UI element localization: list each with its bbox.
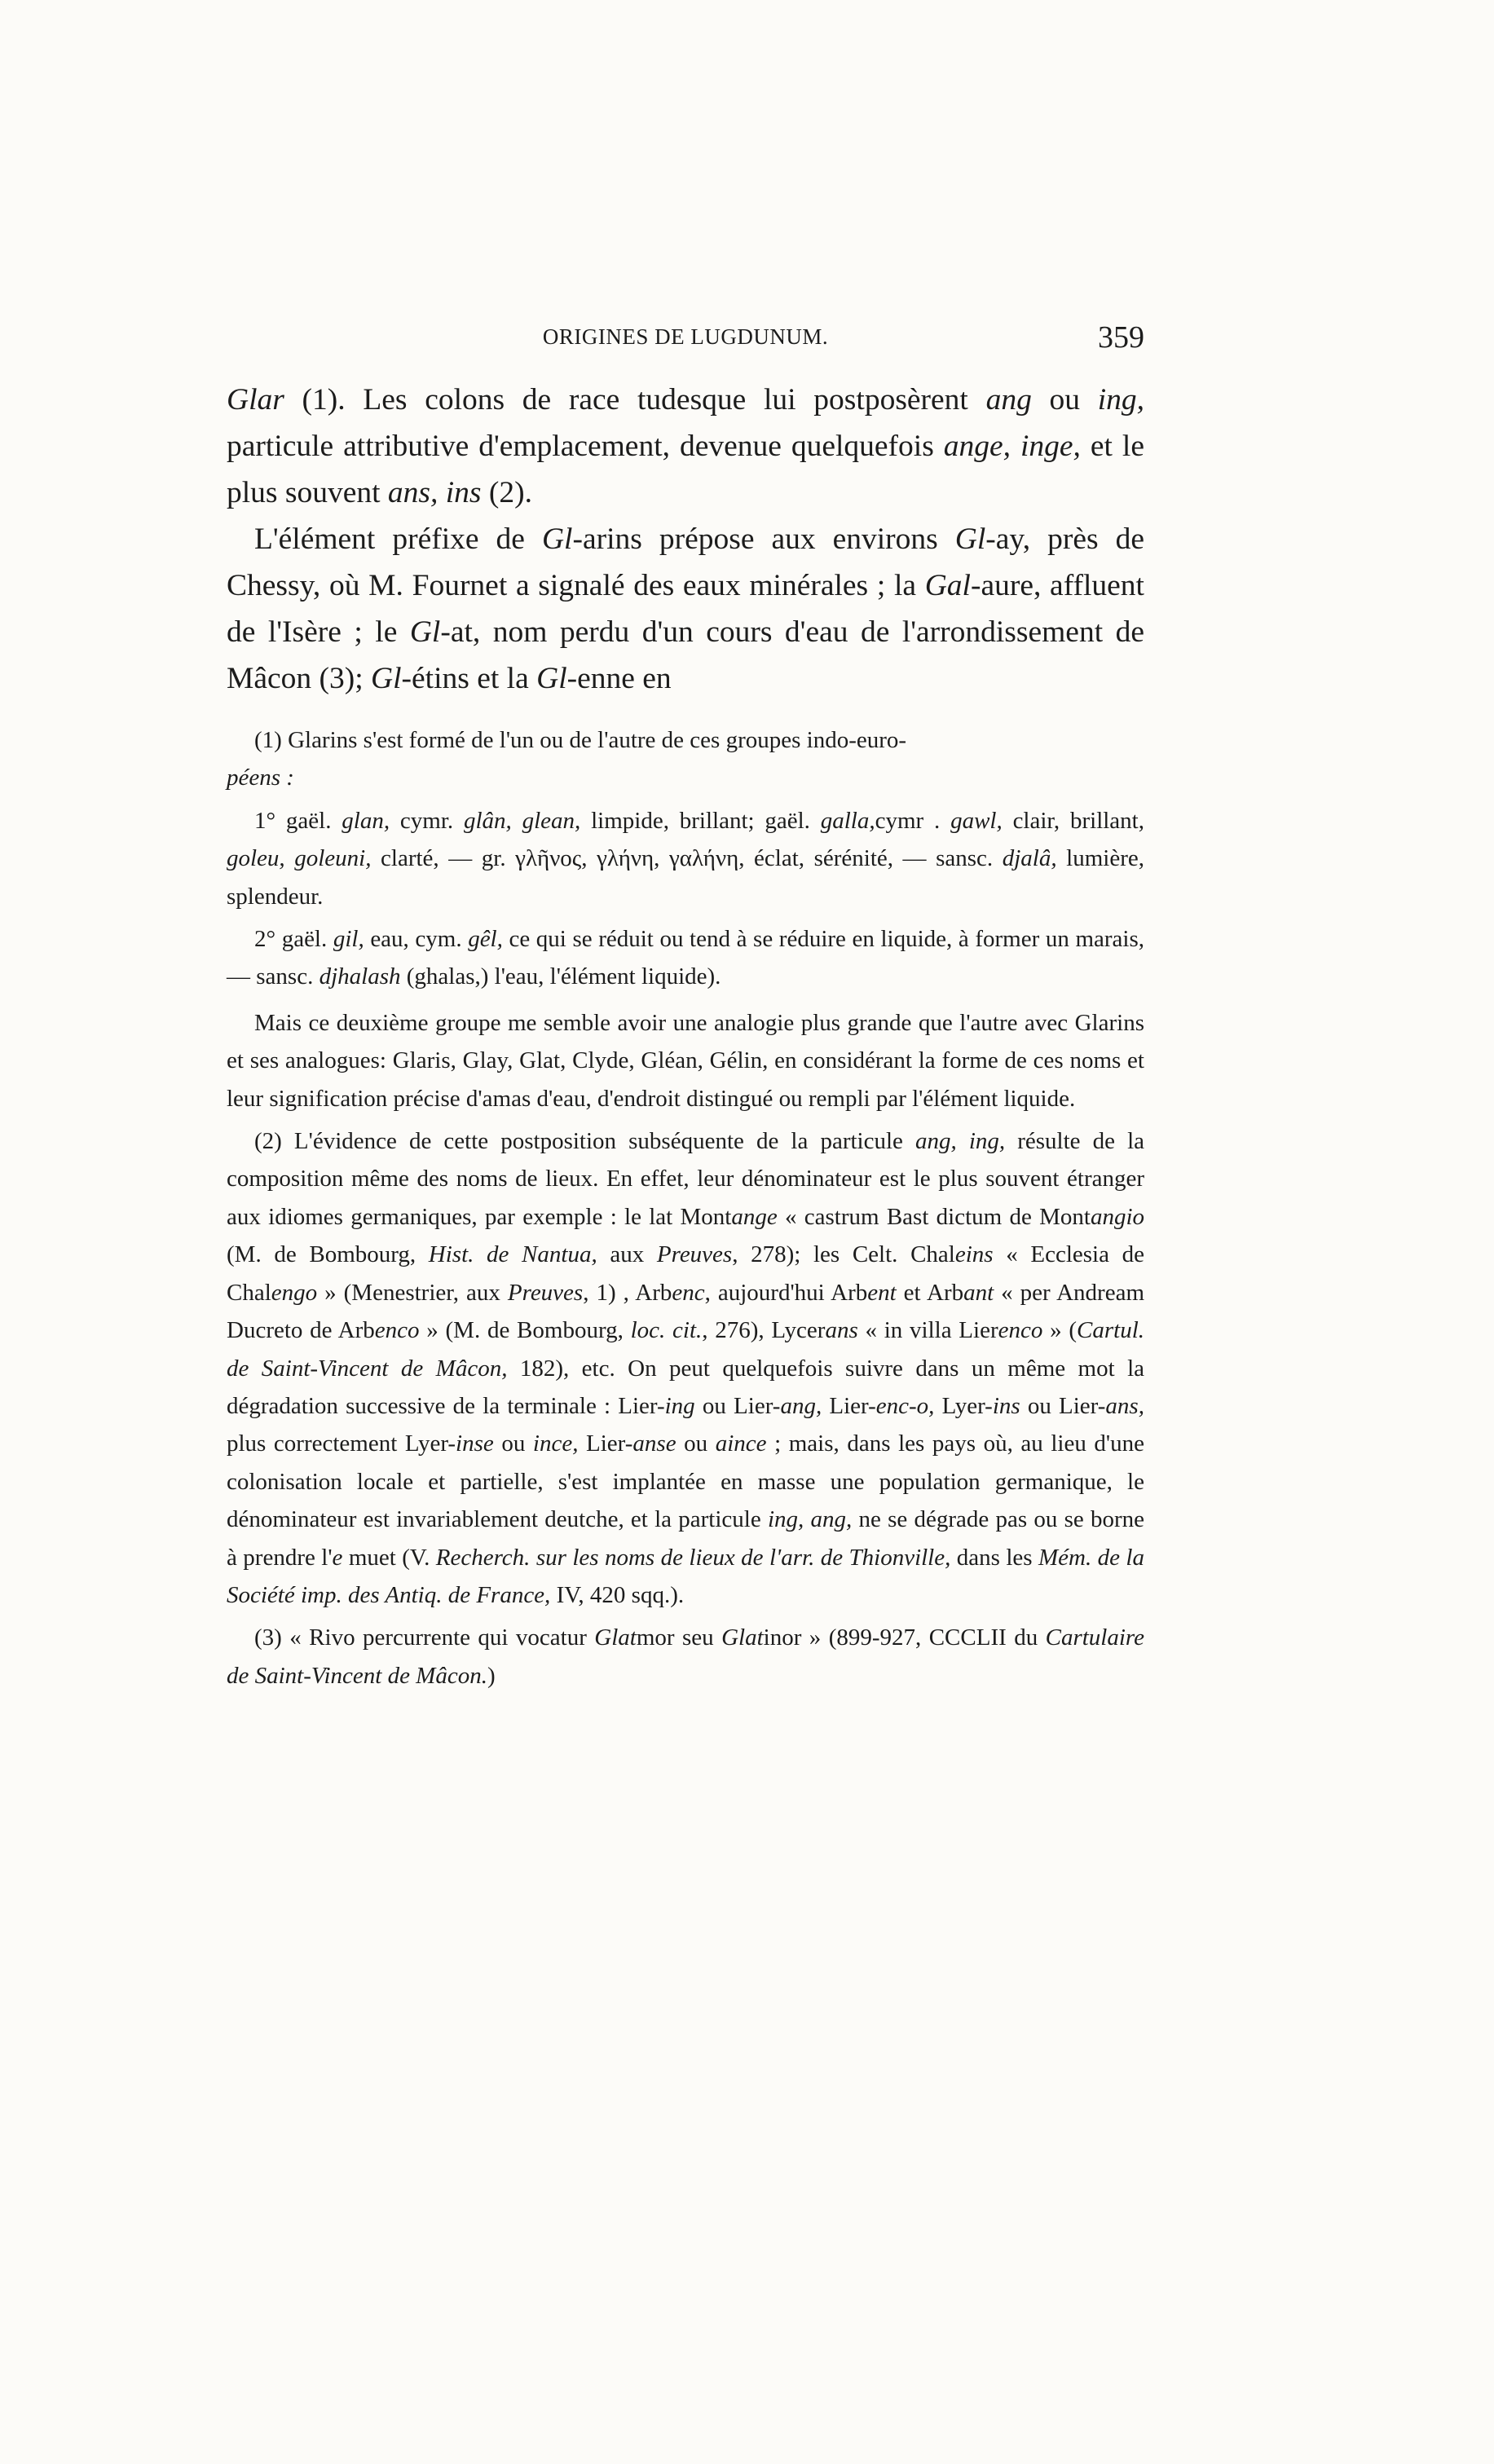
text-span: ou Lier- (1020, 1392, 1106, 1419)
text-span: (M. de Bombourg, (227, 1241, 429, 1268)
text-span: gêl, (468, 926, 503, 953)
text-span: aux (597, 1241, 657, 1268)
text-span: Mém. de la Société imp. des Antiq. de France, (227, 1544, 1144, 1608)
page-number: 359 (1098, 320, 1144, 355)
text-span: inor » (899-927, CCCLII du (763, 1624, 1046, 1651)
text-span: djhalash (319, 963, 401, 990)
text-span: anse (632, 1430, 676, 1457)
main-paragraph-2 (227, 516, 1144, 702)
text-span: ang, ing, (914, 1128, 1006, 1155)
text-span: mor seu (636, 1624, 722, 1651)
text-span: -enne en (566, 662, 672, 695)
text-span: ing, ang, (767, 1506, 853, 1533)
text-span: « castrum Bast dictum de Mont (777, 1203, 1091, 1230)
text-span: ant (963, 1279, 994, 1306)
text-span: (2). (481, 476, 533, 509)
text-span: djalâ, (1002, 845, 1057, 872)
text-span: Gl (536, 662, 567, 695)
text-span: » ( (1042, 1317, 1078, 1344)
text-span: ent (867, 1279, 897, 1306)
text-span: Glat (594, 1624, 637, 1651)
text-span: ange, inge, (943, 430, 1081, 463)
text-span: » (M. de Bombourg, (419, 1317, 631, 1344)
text-span: ans (825, 1317, 858, 1344)
text-span: ou Lier- (694, 1392, 781, 1419)
footnote-2 (227, 1122, 1144, 1614)
text-span: clair, brillant, (1002, 807, 1144, 834)
text-span: (2) L'évidence de cette postposition subséquente de la particule (254, 1128, 915, 1155)
text-span: cymr . (875, 807, 951, 834)
text-span: IV, 420 sqq.). (550, 1581, 685, 1608)
text-span: e (332, 1544, 343, 1571)
text-span: ou (1031, 383, 1098, 417)
text-span: Recherch. sur les noms de lieux de l'arr. de Thionville, (435, 1544, 951, 1571)
text-span: dans les (950, 1544, 1038, 1571)
footnote-1-remark: Mais ce deuxième groupe me semble avoir une analogie plus grande que l'autre avec Glarins et ses analogues: Glaris, Glay, Glat, Clyde, Gléan, Gélin, en considérant la forme de ces noms et leur signification précise d'amas d'eau, d'endroit distingué ou rempli par l'élément liquide. (227, 1009, 1144, 1112)
text-span: Lier- (578, 1430, 633, 1457)
footnote-3 (227, 1619, 1144, 1695)
text-span: lumière, splendeur. (227, 845, 1145, 910)
main-paragraph-1 (227, 377, 1144, 516)
text-span: -aure, affluent de l'Isère ; le (227, 569, 1144, 649)
text-span: inse (456, 1430, 494, 1457)
text-span: Lyer- (934, 1392, 993, 1419)
text-span: ne se dégrade pas ou se borne à prendre l' (227, 1506, 1144, 1571)
text-span: gil, (333, 926, 364, 953)
text-span: , 1) , Arb (583, 1279, 672, 1306)
text-span: « Ecclesia de Chal (227, 1241, 1144, 1306)
text-span: ing (664, 1392, 695, 1419)
text-span: résulte de la composition même des noms de lieux. En effet, leur dénominateur est le plus souvent étranger aux idiomes germaniques, par exemple : le lat Mont (227, 1128, 1145, 1230)
text-span: Preuves (507, 1279, 584, 1306)
text-span: et le plus souvent (227, 430, 1144, 509)
text-span: , aujourd'hui Arb (704, 1279, 868, 1306)
text-span: enc (672, 1279, 705, 1306)
page-header (227, 320, 1144, 364)
text-span: , 278); les Celt. Chal (732, 1241, 955, 1268)
text-span: Glat (721, 1624, 764, 1651)
text-span: ins (992, 1392, 1020, 1419)
text-span: 182), etc. On peut quelquefois suivre dans un même mot la dégradation successive de la terminale : Lier- (227, 1355, 1145, 1419)
text-span: eau, cym. (364, 926, 469, 953)
text-span: gawl, (950, 807, 1003, 834)
text-span: et Arb (896, 1279, 964, 1306)
text-span: limpide, brillant; gaël. (580, 807, 821, 834)
text-span: aince (715, 1430, 767, 1457)
text-span: galla, (820, 807, 875, 834)
text-span: Hist. de Nantua, (428, 1241, 597, 1268)
text-span: péens : (227, 765, 294, 791)
text-span: » (Menestrier, aux (317, 1279, 508, 1306)
text-span: goleu, goleuni, (227, 845, 372, 872)
text-span: Gl (409, 615, 441, 649)
text-span: ) (487, 1662, 496, 1689)
text-span: muet (V. (342, 1544, 436, 1571)
text-span: -ay, près de Chessy, où M. Fournet a signalé des eaux minérales ; la (227, 522, 1144, 602)
footnote-1-group-1 (227, 802, 1144, 915)
text-span: ang (985, 383, 1032, 417)
text-span: Gl (371, 662, 402, 695)
text-span: plus correctement Lyer- (227, 1430, 456, 1457)
text-span: , 276), Lycer (702, 1317, 826, 1344)
text-span: ou (676, 1430, 716, 1457)
text-span: (1) Glarins s'est formé de l'un ou de l'autre de ces groupes indo-euro- (254, 727, 907, 753)
text-span: glan, (342, 807, 390, 834)
footnote-1-intro (227, 721, 1144, 797)
text-span: Cartul. de Saint-Vincent de Mâcon, (227, 1317, 1145, 1382)
footnote-1-group-2 (227, 920, 1144, 996)
text-span: eins (954, 1241, 994, 1268)
text-span: Gl (954, 522, 986, 556)
running-title: ORIGINES DE LUGDUNUM. (542, 324, 829, 349)
text-span: (1). Les colons de race tudesque lui postposèrent (284, 383, 986, 417)
text-span: ince, (532, 1430, 579, 1457)
text-span: engo (271, 1279, 318, 1306)
text-span: Glar (227, 383, 284, 417)
text-span: ou (493, 1430, 533, 1457)
text-span: ang, (780, 1392, 822, 1419)
text-span: loc. cit. (630, 1317, 703, 1344)
footnotes (227, 721, 1144, 1695)
text-span: « per Andream Ducreto de Arb (227, 1279, 1145, 1344)
text-span: Cartulaire de Saint-Vincent de Mâcon. (227, 1624, 1145, 1689)
text-span: enc-o, (875, 1392, 935, 1419)
text-span: cymr. (390, 807, 464, 834)
text-span: enco (374, 1317, 420, 1344)
text-span: Lier- (822, 1392, 876, 1419)
text-span: 1° gaël. (254, 807, 342, 834)
text-span: ans, ins (387, 476, 482, 509)
text-span: L'élément préfixe de (254, 522, 542, 556)
text-span: 2° gaël. (254, 926, 333, 953)
text-span: ; mais, dans les pays où, au lieu d'une colonisation locale et partielle, s'est implantée en masse une population germanique, le dénominateur est invariablement deutche, et la particule (227, 1430, 1144, 1533)
text-span: (3) « Rivo percurrente qui vocatur (254, 1624, 595, 1651)
text-span: Preuves (656, 1241, 733, 1268)
text-span: ans, (1105, 1392, 1144, 1419)
text-span: Gl (541, 522, 573, 556)
text-span: glân, glean, (463, 807, 581, 834)
text-span: -étins et la (401, 662, 537, 695)
main-text (227, 377, 1144, 702)
text-span: « in villa Lier (857, 1317, 998, 1344)
text-span: angio (1090, 1203, 1144, 1230)
text-span: ce qui se réduit ou tend à se réduire en liquide, à former un marais, — sansc. (227, 926, 1144, 990)
text-span: (ghalas,) l'eau, l'élément liquide). (400, 963, 721, 990)
text-span: ing, (1097, 383, 1145, 417)
text-span: Gal (924, 569, 971, 602)
text-span: clarté, — gr. γλῆνος, γλήνη, γαλήνη, éclat, sérénité, — sansc. (371, 845, 1003, 872)
text-span: -arins prépose aux environs (572, 522, 955, 556)
text-span: enco (998, 1317, 1043, 1344)
text-span: particule attributive d'emplacement, devenue quelquefois (227, 430, 944, 463)
text-span: -at, nom perdu d'un cours d'eau de l'arrondissement de Mâcon (3); (227, 615, 1144, 695)
text-span: ange (731, 1203, 778, 1230)
